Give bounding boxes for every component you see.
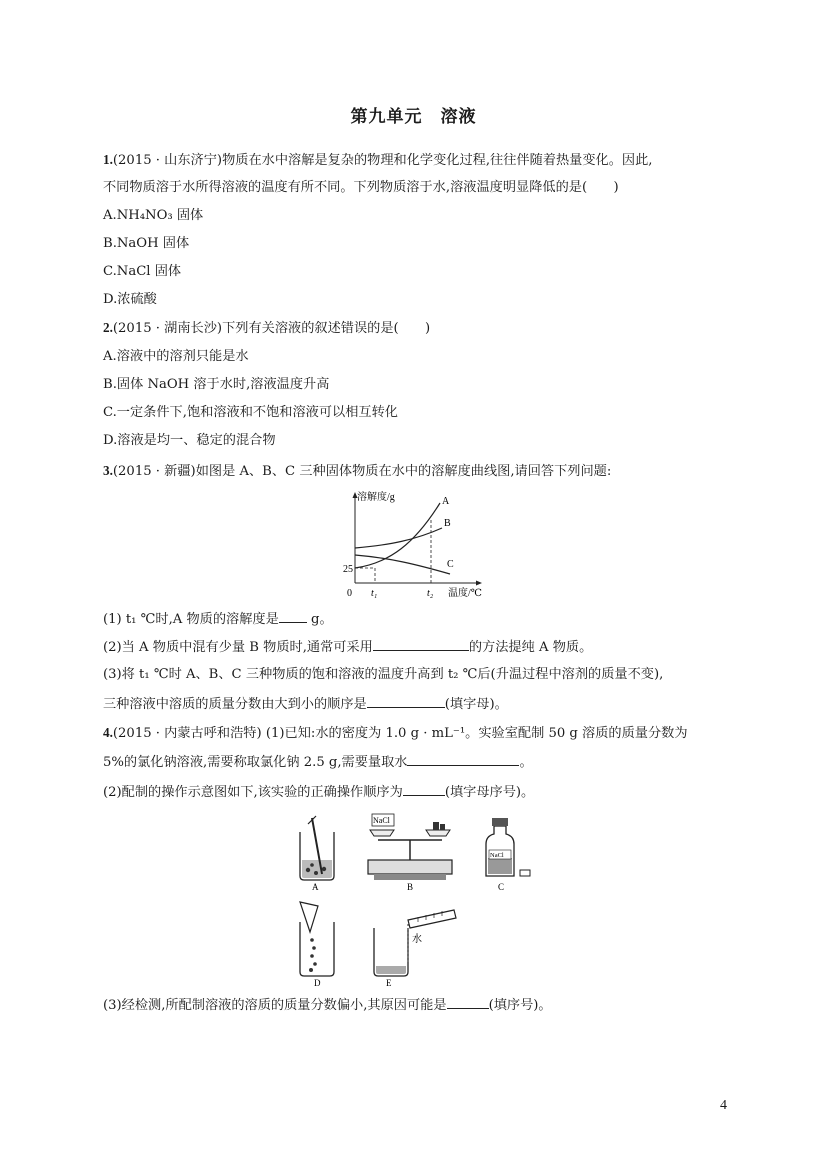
chart-xlabel: 温度/℃ (448, 588, 482, 599)
q1-stem-1: (2015 · 山东济宁)物质在水中溶解是复杂的物理和化学变化过程,往往伴随着热量变化。因此, (112, 153, 653, 168)
q4-stem-2-tail: 。 (519, 755, 533, 770)
step-a-stirring (300, 816, 334, 892)
q3-part-1-blank[interactable] (279, 609, 307, 623)
q3-part-2-text: (2)当 A 物质中混有少量 B 物质时,通常可采用 (103, 640, 373, 655)
step-d-pouring (300, 902, 334, 988)
q1-option-c: C.NaCl 固体 (103, 264, 182, 279)
chart-origin: 0 (347, 588, 352, 599)
q3-number: 3. (103, 463, 113, 478)
curve-a (355, 503, 440, 568)
q1-number: 1. (103, 152, 113, 167)
preparation-steps-figure (290, 810, 540, 990)
q4-part-3-blank[interactable] (447, 995, 489, 1009)
q2-number: 2. (103, 320, 113, 335)
q3-part-2 (103, 637, 592, 657)
q3-part-1-text: (1) t₁ ℃时,A 物质的溶解度是 (103, 612, 279, 627)
curve-c-label: C (447, 559, 454, 570)
q3-part-3-text: 三种溶液中溶质的质量分数由大到小的顺序是 (103, 697, 367, 712)
q1-option-a: A.NH₄NO₃ 固体 (103, 208, 204, 223)
q4-part-2 (103, 782, 534, 802)
q1-stem-2: 不同物质溶于水所得溶液的温度有所不同。下列物质溶于水,溶液温度明显降低的是( ) (103, 180, 619, 195)
curve-b (355, 528, 442, 548)
q3-stem: (2015 · 新疆)如图是 A、B、C 三种固体物质在水中的溶解度曲线图,请回答下列问题: (112, 464, 612, 479)
q4-part-1-blank[interactable] (407, 752, 519, 766)
bottle-nacl-label: NaCl (490, 852, 504, 859)
q3-part-3-line-1: (3)将 t₁ ℃时 A、B、C 三种物质的饱和溶液的温度升高到 t₂ ℃后(升温过程中溶剂的质量不变), (103, 667, 664, 682)
step-c-reagent-bottle (486, 818, 530, 892)
q2-stem: (2015 · 湖南长沙)下列有关溶液的叙述错误的是( ) (112, 321, 431, 336)
q4-line-2 (103, 752, 533, 772)
q1-line-1 (103, 151, 652, 170)
chart-ylabel: 溶解度/g (357, 492, 395, 503)
page-number: 4 (720, 1098, 727, 1113)
q1-option-d: D.浓硫酸 (103, 292, 157, 307)
curve-a-label: A (442, 496, 450, 507)
q3-part-2-blank[interactable] (373, 637, 469, 651)
chart-y-tick-25: 25 (343, 564, 353, 575)
q4-line-1 (103, 724, 688, 743)
q4-part-3-tail: (填序号)。 (488, 998, 552, 1013)
q3-part-1-unit: g。 (306, 612, 333, 627)
water-label: 水 (412, 934, 422, 945)
step-b-weighing (368, 814, 452, 892)
q4-stem-1: (2015 · 内蒙古呼和浩特) (1)已知:水的密度为 1.0 g · mL⁻¹。实验室配制 50 g 溶质的质量分数为 (112, 726, 688, 741)
q4-part-2-tail: (填字母序号)。 (444, 785, 535, 800)
chart-x-tick-t1: t₁ (371, 588, 378, 599)
step-e-adding-water (374, 910, 456, 988)
q4-stem-2: 5%的氯化钠溶液,需要称取氯化钠 2.5 g,需要量取水 (103, 755, 408, 770)
page-title: 第九单元 溶液 (350, 107, 477, 127)
q4-part-3 (103, 995, 552, 1015)
q3-part-2-tail: 的方法提纯 A 物质。 (468, 640, 593, 655)
chart-x-tick-t2: t₂ (427, 588, 434, 599)
solubility-curve-figure (330, 488, 500, 603)
q4-part-2-blank[interactable] (403, 782, 445, 796)
label-e: E (386, 978, 392, 988)
q4-number: 4. (103, 725, 113, 740)
q2-line-1 (103, 319, 430, 338)
q3-part-3-line-2 (103, 694, 508, 714)
x-axis-arrow (476, 581, 482, 586)
q4-part-2-text: (2)配制的操作示意图如下,该实验的正确操作顺序为 (103, 785, 403, 800)
q2-option-a: A.溶液中的溶剂只能是水 (103, 349, 249, 364)
q2-option-b: B.固体 NaOH 溶于水时,溶液温度升高 (103, 377, 330, 392)
q3-line-1 (103, 462, 611, 481)
q2-option-c: C.一定条件下,饱和溶液和不饱和溶液可以相互转化 (103, 405, 398, 420)
curve-b-label: B (444, 518, 451, 529)
q2-option-d: D.溶液是均一、稳定的混合物 (103, 433, 276, 448)
label-d: D (314, 978, 321, 988)
label-a: A (312, 882, 319, 892)
balance-nacl-label: NaCl (373, 816, 390, 825)
q3-part-1 (103, 609, 333, 629)
q3-part-3-blank[interactable] (367, 694, 445, 708)
label-b: B (407, 882, 414, 892)
label-c: C (498, 882, 505, 892)
q4-part-3-text: (3)经检测,所配制溶液的溶质的质量分数偏小,其原因可能是 (103, 998, 447, 1013)
q1-option-b: B.NaOH 固体 (103, 236, 190, 251)
q3-part-3-tail: (填字母)。 (444, 697, 508, 712)
